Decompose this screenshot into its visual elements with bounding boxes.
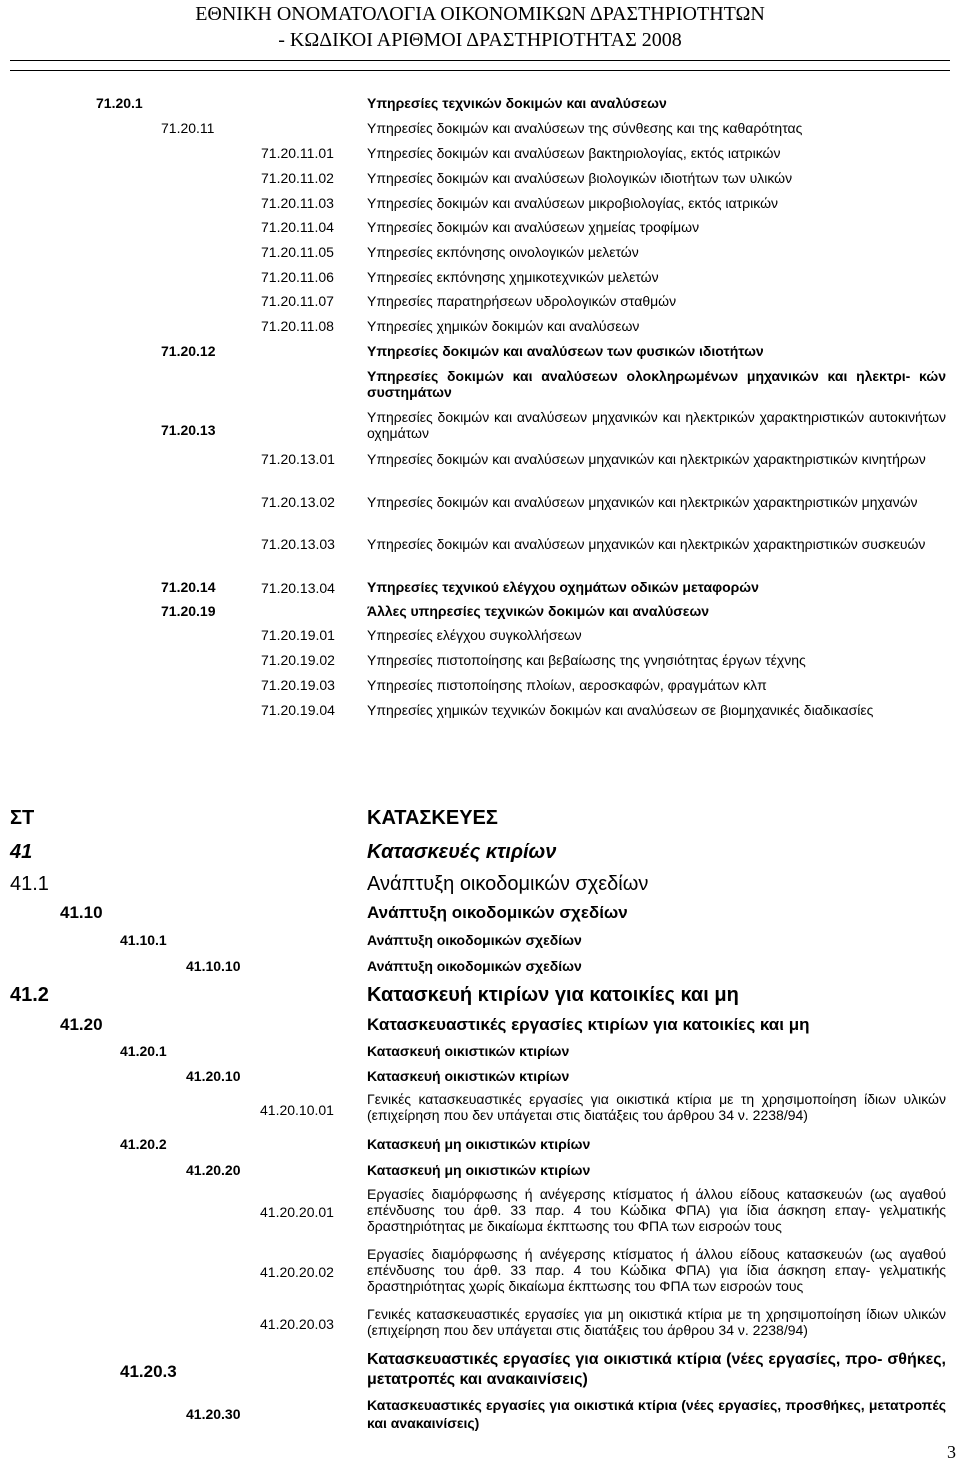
code-number: 41 [10, 841, 33, 863]
code-description: Υπηρεσίες δοκιμών και αναλύσεων της σύνθεσης και της καθαρότητας [367, 120, 803, 136]
code-description: Κατασκευή οικιστικών κτιρίων [367, 1068, 570, 1084]
code-description: Κατασκευαστικές εργασίες κτιρίων για κατοικίες και μη [367, 1015, 810, 1034]
code-description: Υπηρεσίες δοκιμών και αναλύσεων μηχανικών και ηλεκτρικών χαρακτηριστικών κινητήρων [367, 451, 926, 467]
code-description: Υπηρεσίες δοκιμών και αναλύσεων βακτηριολογίας, εκτός ιατρικών [367, 145, 781, 161]
code-number: 71.20.11 [161, 120, 215, 136]
code-number: ΣΤ [10, 807, 35, 829]
code-description: ΚΑΤΑΣΚΕΥΕΣ [367, 807, 498, 829]
code-description: Υπηρεσίες ελέγχου συγκολλήσεων [367, 627, 582, 643]
code-number: 41.10 [60, 903, 103, 922]
code-description: Κατασκευαστικές εργασίες για οικιστικά κτίρια (νέες εργασίες, προ- σθήκες, μετατροπές και ανακαινίσεις) [367, 1351, 946, 1388]
code-number: 71.20.13.02 [261, 494, 335, 510]
code-description: Υπηρεσίες τεχνικών δοκιμών και αναλύσεων [367, 95, 667, 111]
code-description: Ανάπτυξη οικοδομικών σχεδίων [367, 903, 628, 922]
code-description: Ανάπτυξη οικοδομικών σχεδίων [367, 932, 582, 948]
code-description: Κατασκευές κτιρίων [367, 841, 557, 863]
code-number: 41.10.10 [186, 958, 241, 974]
code-number: 71.20.11.06 [261, 269, 334, 285]
code-description: Υπηρεσίες πιστοποίησης και βεβαίωσης της γνησιότητας έργων τέχνης [367, 652, 806, 668]
code-number: 41.20 [60, 1015, 103, 1034]
code-number: 71.20.13.03 [261, 536, 335, 552]
code-description: Υπηρεσίες χημικών τεχνικών δοκιμών και αναλύσεων σε βιομηχανικές διαδικασίες [367, 702, 874, 718]
code-number: 41.20.3 [120, 1362, 177, 1381]
code-description: Κατασκευαστικές εργασίες για οικιστικά κτίρια (νέες εργασίες, προσθήκες, μετατροπές και ανακαινίσεις) [367, 1397, 946, 1431]
code-description: Υπηρεσίες τεχνικού ελέγχου οχημάτων οδικών μεταφορών [367, 579, 759, 595]
code-number: 71.20.1 [96, 95, 143, 111]
code-description: Υπηρεσίες πιστοποίησης πλοίων, αεροσκαφών, φραγμάτων κλπ [367, 677, 767, 693]
code-description: Κατασκευή οικιστικών κτιρίων [367, 1043, 570, 1059]
code-number: 71.20.19.04 [261, 702, 335, 718]
code-number: 41.20.20 [186, 1162, 241, 1178]
code-number: 71.20.19.01 [261, 627, 335, 643]
code-description: Υπηρεσίες δοκιμών και αναλύσεων ολοκληρωμένων μηχανικών και ηλεκτρι- κών συστημάτων [367, 368, 946, 400]
code-number: 71.20.11.05 [261, 244, 334, 260]
header-line1: ΕΘΝΙΚΗ ΟΝΟΜΑΤΟΛΟΓΙΑ ΟΙΚΟΝΟΜΙΚΩΝ ΔΡΑΣΤΗΡΙΟΤΗΤΩΝ [195, 3, 765, 25]
code-number: 41.20.20.02 [260, 1264, 334, 1280]
code-number: 41.20.30 [186, 1406, 241, 1422]
code-number: 71.20.13.04 [261, 580, 335, 596]
code-description: Υπηρεσίες δοκιμών και αναλύσεων μηχανικών και ηλεκτρικών χαρακτηριστικών μηχανών [367, 494, 918, 510]
code-number: 71.20.11.08 [261, 318, 334, 334]
page-number: 3 [947, 1442, 956, 1462]
code-number: 41.1 [10, 873, 49, 895]
code-description: Υπηρεσίες εκπόνησης χημικοτεχνικών μελετών [367, 269, 659, 285]
header-rule-2 [10, 70, 950, 71]
code-number: 71.20.11.01 [261, 145, 334, 161]
code-number: 71.20.11.02 [261, 170, 334, 186]
header-line2: - ΚΩΔΙΚΟΙ ΑΡΙΘΜΟΙ ΔΡΑΣΤΗΡΙΟΤΗΤΑΣ 2008 [278, 29, 682, 51]
code-description: Υπηρεσίες χημικών δοκιμών και αναλύσεων [367, 318, 640, 334]
code-description: Κατασκευή μη οικιστικών κτιρίων [367, 1136, 591, 1152]
code-number: 71.20.19 [161, 603, 216, 619]
code-description: Άλλες υπηρεσίες τεχνικών δοκιμών και αναλύσεων [367, 603, 710, 619]
code-description: Γενικές κατασκευαστικές εργασίες για οικιστικά κτίρια με τη χρησιμοποίηση ίδιων υλικών (επιχείρηση που δεν υπάγεται στις διατάξεις του άρθρου 34 ν. 2238/94) [367, 1091, 946, 1123]
code-description: Υπηρεσίες δοκιμών και αναλύσεων μηχανικών και ηλεκτρικών χαρακτηριστικών συσκευών [367, 536, 926, 552]
code-number: 71.20.19.03 [261, 677, 335, 693]
code-number: 41.20.10 [186, 1068, 241, 1084]
code-number: 41.20.20.01 [260, 1204, 334, 1220]
code-number: 71.20.19.02 [261, 652, 335, 668]
code-number: 71.20.13.01 [261, 451, 335, 467]
code-description: Κατασκευή κτιρίων για κατοικίες και μη [367, 984, 739, 1006]
code-number: 41.20.20.03 [260, 1316, 334, 1332]
header-rule [10, 60, 950, 61]
code-number: 71.20.12 [161, 343, 216, 359]
code-description: Ανάπτυξη οικοδομικών σχεδίων [367, 958, 582, 974]
code-number: 41.20.2 [120, 1136, 167, 1152]
code-description: Υπηρεσίες εκπόνησης οινολογικών μελετών [367, 244, 639, 260]
code-number: 41.2 [10, 984, 49, 1006]
code-description: Υπηρεσίες δοκιμών και αναλύσεων των φυσικών ιδιοτήτων [367, 343, 764, 359]
code-description: Ανάπτυξη οικοδομικών σχεδίων [367, 873, 649, 895]
code-number: 71.20.11.03 [261, 195, 334, 211]
code-description: Υπηρεσίες δοκιμών και αναλύσεων χημείας τροφίμων [367, 219, 700, 235]
code-number: 71.20.14 [161, 579, 216, 595]
code-description: Εργασίες διαμόρφωσης ή ανέγερσης κτίσματος ή άλλου είδους κατασκευών (ως αγαθού επένδυσης του άρθ. 33 παρ. 4 του Κώδικα ΦΠΑ) για ίδια άσκηση επαγ- γελματικής δραστηριότητας με δικαίωμα έκπτωσης του ΦΠΑ των εισροών τους [367, 1186, 946, 1234]
code-description: Κατασκευή μη οικιστικών κτιρίων [367, 1162, 591, 1178]
code-description: Υπηρεσίες παρατηρήσεων υδρολογικών σταθμών [367, 293, 677, 309]
code-number: 71.20.11.04 [261, 219, 334, 235]
code-description: Γενικές κατασκευαστικές εργασίες για μη οικιστικά κτίρια με τη χρησιμοποίηση ίδιων υλικών (επιχείρηση που δεν υπάγεται στις διατάξεις του άρθρου 34 ν. 2238/94) [367, 1306, 946, 1338]
code-description: Εργασίες διαμόρφωσης ή ανέγερσης κτίσματος ή άλλου είδους κατασκευών (ως αγαθού επένδυσης του άρθ. 33 παρ. 4 του Κώδικα ΦΠΑ) για ίδια άσκηση επαγ- γελματικής δραστηριότητας χωρίς δικαίωμα έκπτωσης του ΦΠΑ των εισροών τους [367, 1246, 946, 1294]
code-number: 41.20.10.01 [260, 1102, 334, 1118]
code-description: Υπηρεσίες δοκιμών και αναλύσεων μηχανικών και ηλεκτρικών χαρακτηριστικών αυτοκινήτων οχημάτων [367, 409, 946, 441]
code-description: Υπηρεσίες δοκιμών και αναλύσεων βιολογικών ιδιοτήτων των υλικών [367, 170, 793, 186]
code-number: 71.20.11.07 [261, 293, 334, 309]
code-description: Υπηρεσίες δοκιμών και αναλύσεων μικροβιολογίας, εκτός ιατρικών [367, 195, 779, 211]
code-number: 41.10.1 [120, 932, 167, 948]
code-number: 71.20.13 [161, 422, 216, 438]
code-number: 41.20.1 [120, 1043, 167, 1059]
